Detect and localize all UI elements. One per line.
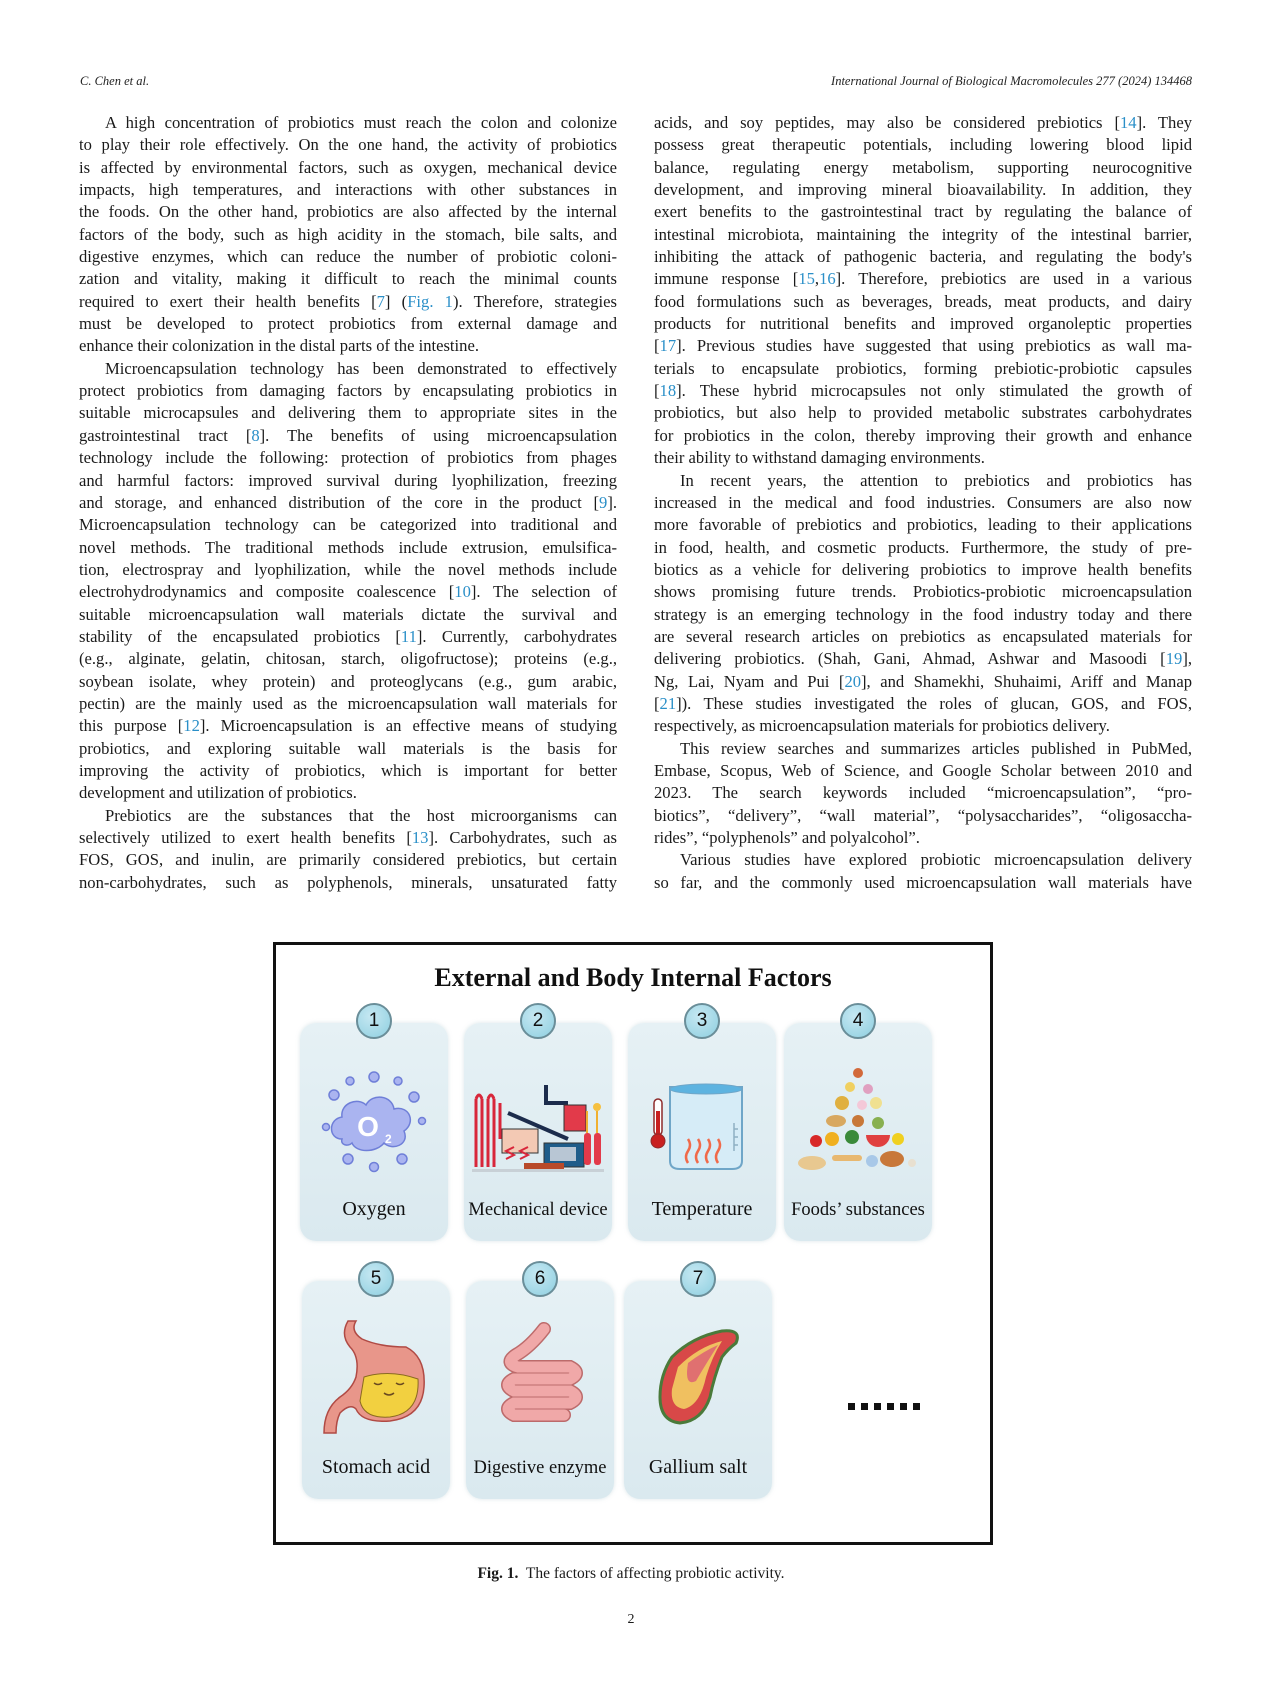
text-run: ]. Previous studies have suggested that using prebiotics as wall ma- (676, 336, 1192, 356)
text-line (654, 335, 1192, 357)
text-line: non-carbohydrates, such as polyphenols, minerals, unsaturated fatty (79, 872, 617, 892)
citation-link[interactable]: 19 (1165, 649, 1183, 669)
text-line: the foods. On the other hand, probiotics are also affected by the internal (79, 202, 617, 222)
text-line: enhance their colonization in the distal parts of the intestine. (79, 336, 479, 356)
number-badge: 4 (840, 1003, 876, 1039)
factor-label: Stomach acid (321, 1456, 431, 1478)
text-line: impacts, high temperatures, and interactions with other substances in (79, 180, 617, 200)
text-run: , (814, 269, 820, 289)
citation-link[interactable]: 20 (844, 671, 862, 691)
text-line (79, 626, 617, 648)
text-line: 2023. The search keywords included “microencapsulation”, “pro- (654, 783, 1192, 803)
text-run: ]. Currently, carbohydrates (416, 626, 617, 646)
text-line (79, 492, 617, 514)
citation-link[interactable]: 11 (400, 626, 417, 646)
factor-card-oxygen (300, 1010, 448, 1241)
text-line: This review searches and summarizes articles published in PubMed, (680, 738, 1192, 758)
citation-link[interactable]: 17 (659, 336, 677, 356)
text-line: possess great therapeutic potentials, including lowering blood lipid (654, 135, 1192, 155)
factor-card-foods-substances (784, 1010, 932, 1241)
text-run: ], and Shamekhi, Shuhaimi, Ariff and Manap (861, 671, 1193, 691)
gallbladder-icon (632, 1317, 764, 1437)
text-line (654, 112, 1192, 134)
text-line: development and utilization of probiotics. (79, 783, 357, 803)
text-line (654, 380, 1192, 402)
text-line: protect probiotics from damaging factors by encapsulating probiotics in (79, 381, 617, 401)
text-run: electrohydrodynamics and composite coalescence [ (79, 582, 455, 602)
machinery-icon (472, 1059, 604, 1179)
citation-link[interactable]: 21 (659, 693, 677, 713)
text-line: novel methods. The traditional methods include extrusion, emulsifica- (79, 537, 617, 557)
text-line (654, 671, 1192, 693)
factor-label: Foods’ substances (791, 1200, 925, 1220)
figure-caption (0, 1565, 1262, 1583)
text-line: suitable microencapsulation wall materials dictate the survival and (79, 604, 617, 624)
citation-link[interactable]: 12 (183, 716, 200, 736)
figure-1 (273, 942, 993, 1545)
left-text-column (79, 112, 617, 894)
text-line: increased in the medical and food industries. Consumers are also now (654, 492, 1192, 512)
text-line: Microencapsulation technology has been demonstrated to effectively (105, 358, 617, 378)
citation-link[interactable]: 13 (411, 828, 429, 847)
svg-text:2: 2 (385, 1132, 392, 1146)
caption-text: The factors of affecting probiotic activity. (525, 1565, 785, 1582)
number-badge: 5 (358, 1261, 394, 1297)
text-run: ]. (607, 492, 617, 512)
text-run: ]. Carbohydrates, such as (428, 828, 617, 847)
text-run: immune response [ (654, 269, 799, 289)
text-line: probiotics, but also help to provided metabolic substrates carbohydrates (654, 403, 1192, 423)
stomach-icon (310, 1317, 442, 1437)
factor-label: Oxygen (342, 1198, 406, 1220)
citation-link[interactable]: 9 (599, 492, 608, 512)
citation-link[interactable]: 18 (659, 381, 677, 401)
text-line: pectin) are the mainly used as the microencapsulation wall materials for (79, 693, 617, 713)
text-line: and harmful factors: improved survival during lyophilization, freezing (79, 470, 617, 490)
text-line: soybean isolate, whey protein) and proteoglycans (e.g., gum arabic, (79, 671, 617, 691)
text-run: ]. Therefore, prebiotics are used in a various (835, 269, 1192, 289)
text-run: required to exert their health benefits [ (79, 291, 377, 311)
text-line (79, 291, 617, 313)
text-line: biotics as a vehicle for delivering probiotics to improve health benefits (654, 559, 1192, 579)
text-line: A high concentration of probiotics must reach the colon and colonize (105, 113, 617, 132)
text-run: this purpose [ (79, 716, 184, 736)
text-run: ]. Microencapsulation is an effective means of studying (199, 716, 617, 736)
oxygen-cloud-icon (308, 1059, 440, 1179)
text-line: Microencapsulation technology can be categorized into traditional and (79, 515, 617, 535)
text-line: exert benefits to the gastrointestinal tract by regulating the balance of (654, 202, 1192, 222)
text-line: respectively, as microencapsulation materials for probiotics delivery. (654, 716, 1110, 736)
text-run: [ (654, 381, 660, 401)
text-line (654, 648, 1192, 670)
number-badge: 2 (520, 1003, 556, 1039)
food-pyramid-icon (792, 1059, 924, 1179)
factor-label: Digestive enzyme (473, 1458, 607, 1478)
text-line: development, and improving mineral bioavailability. In addition, they (654, 180, 1192, 200)
text-run: [ (654, 336, 660, 356)
factor-card-mechanical-device (464, 1010, 612, 1241)
text-run: ], (1182, 649, 1192, 669)
text-run: ]. They (1136, 113, 1192, 132)
text-run: ]. The benefits of using microencapsulation (259, 425, 617, 445)
text-line: tion, electrospray and lyophilization, while the novel methods include (79, 559, 617, 579)
text-line: suitable microcapsules and delivering them to appropriate sites in the (79, 403, 617, 423)
citation-link[interactable]: 16 (819, 269, 836, 289)
text-line: factors of the body, such as high acidity in the stomach, bile salts, and (79, 224, 617, 244)
text-line: Embase, Scopus, Web of Science, and Google Scholar between 2010 and (654, 760, 1192, 780)
text-run: gastrointestinal tract [ (79, 425, 252, 445)
text-line: is affected by environmental factors, such as oxygen, mechanical device (79, 157, 617, 177)
text-line (654, 693, 1192, 715)
text-line: strategy is an emerging technology in the food industry today and there (654, 604, 1192, 624)
text-run: ]). These studies investigated the roles of glucan, GOS, and FOS, (676, 693, 1192, 713)
factor-card-gallium-salt (624, 1268, 772, 1499)
number-badge: 7 (680, 1261, 716, 1297)
text-run: stability of the encapsulated probiotics [ (79, 626, 401, 646)
text-run: ] ( (384, 291, 408, 311)
citation-link[interactable]: Fig. 1 (407, 291, 453, 311)
citation-link[interactable]: 15 (798, 269, 815, 289)
text-line: (e.g., alginate, gelatin, chitosan, starch, oligofructose); proteins (e.g., (79, 649, 617, 669)
citation-link[interactable]: 8 (251, 425, 260, 445)
factor-card-stomach-acid (302, 1268, 450, 1499)
factor-label: Temperature (651, 1198, 753, 1220)
text-line: rides”, “polyphenols” and polyalcohol”. (654, 828, 920, 847)
text-run: selectively utilized to exert health benefits [ (79, 828, 412, 847)
text-line: zation and vitality, making it difficult to reach the minimal counts (79, 269, 617, 289)
text-line: balance, regulating energy metabolism, supporting neurocognitive (654, 157, 1192, 177)
text-line: inhibiting the attack of pathogenic bacteria, and regulating the body's (654, 247, 1192, 267)
header-authors: C. Chen et al. (80, 74, 150, 88)
text-run: ). Therefore, strategies (452, 291, 617, 311)
svg-text:O: O (357, 1111, 379, 1142)
text-line: food formulations such as beverages, breads, meat products, and dairy (654, 291, 1192, 311)
number-badge: 6 (522, 1261, 558, 1297)
text-run: delivering probiotics. (Shah, Gani, Ahmad, Ashwar and Masoodi [ (654, 649, 1166, 669)
text-line: Prebiotics are the substances that the host microorganisms can (105, 805, 617, 825)
text-line: products for nutritional benefits and improved organoleptic properties (654, 314, 1192, 334)
text-line: In recent years, the attention to prebiotics and probiotics has (680, 470, 1192, 490)
text-line: in food, health, and cosmetic products. Furthermore, the study of pre- (654, 537, 1192, 557)
text-line: shows promising future trends. Probiotics-probiotic microencapsulation (654, 582, 1192, 602)
text-line: intestinal microbiota, maintaining the integrity of the intestinal barrier, (654, 224, 1192, 244)
factor-card-temperature (628, 1010, 776, 1241)
text-line: to play their role effectively. On the one hand, the activity of probiotics (79, 135, 617, 155)
text-line: biotics”, “delivery”, “wall material”, “polysaccharides”, “oligosaccha- (654, 805, 1192, 825)
text-line: digestive enzymes, which can reduce the number of probiotic coloni- (79, 247, 617, 267)
text-line (79, 581, 617, 603)
number-badge: 1 (356, 1003, 392, 1039)
text-line (79, 715, 617, 737)
text-run: and storage, and enhanced distribution of the core in the product [ (79, 492, 600, 512)
text-line: their ability to withstand damaging environments. (654, 448, 985, 468)
text-run: ]. The selection of (470, 582, 618, 602)
text-run: acids, and soy peptides, may also be considered prebiotics [ (654, 113, 1120, 132)
text-line: terials to encapsulate probiotics, forming prebiotic-probiotic capsules (654, 358, 1192, 378)
factor-label: Gallium salt (648, 1456, 748, 1478)
heated-beaker-icon (636, 1059, 768, 1179)
text-line: for probiotics in the colon, thereby improving their growth and enhance (654, 425, 1192, 445)
right-text-column (654, 112, 1192, 894)
text-line (79, 425, 617, 447)
text-line: are several research articles on prebiotics as encapsulated materials for (654, 626, 1192, 646)
text-line: more favorable of prebiotics and probiotics, leading to their applications (654, 515, 1192, 535)
number-badge: 3 (684, 1003, 720, 1039)
text-line: Various studies have explored probiotic microencapsulation delivery (680, 850, 1192, 870)
factor-card-digestive-enzyme (466, 1268, 614, 1499)
text-line: improving the activity of probiotics, which is important for better (79, 760, 617, 780)
more-factors-ellipsis (848, 1403, 920, 1410)
header-journal: International Journal of Biological Macromolecules 277 (2024) 134468 (831, 74, 1192, 88)
page-number: 2 (627, 1612, 635, 1627)
factor-label: Mechanical device (468, 1200, 608, 1220)
figure-title: External and Body Internal Factors (434, 963, 832, 992)
text-line (79, 827, 617, 849)
text-line: must be developed to protect probiotics from external damage and (79, 314, 617, 334)
caption-label: Fig. 1. (477, 1565, 519, 1582)
text-line: technology include the following: protection of probiotics from phages (79, 448, 617, 468)
intestine-icon (474, 1317, 606, 1437)
text-run: [ (654, 693, 660, 713)
citation-link[interactable]: 7 (376, 291, 385, 311)
text-line: FOS, GOS, and inulin, are primarily considered prebiotics, but certain (79, 850, 617, 870)
text-line (654, 268, 1192, 290)
text-line: probiotics, and exploring suitable wall materials is the basis for (79, 738, 617, 758)
text-run: Ng, Lai, Nyam and Pui [ (654, 671, 845, 691)
text-run: ]. These hybrid microcapsules not only stimulated the growth of (676, 381, 1192, 401)
citation-link[interactable]: 14 (1119, 113, 1137, 132)
text-line: so far, and the commonly used microencapsulation wall materials have (654, 872, 1192, 892)
citation-link[interactable]: 10 (454, 582, 471, 602)
